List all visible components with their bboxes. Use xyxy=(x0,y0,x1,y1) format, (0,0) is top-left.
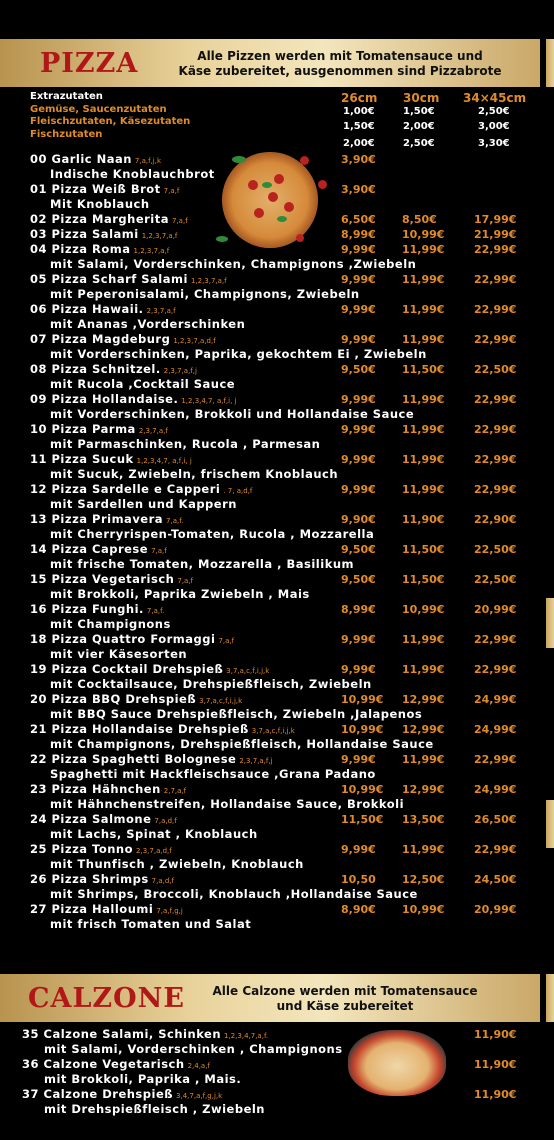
item-price: 10,99€ xyxy=(402,903,445,916)
item-title: 21 Pizza Hollandaise Drehspieß xyxy=(30,722,249,736)
item-title: 04 Pizza Roma xyxy=(30,242,131,256)
item-price: 9,50€ xyxy=(341,363,376,376)
item-description: mit Shrimps, Broccoli, Knoblauch ,Hollandaise Sauce xyxy=(50,887,418,901)
item-description: mit Salami, Vorderschinken , Champignons xyxy=(44,1042,343,1056)
item-description: mit Brokkoli, Paprika , Mais. xyxy=(44,1072,242,1086)
item-price: 22,90€ xyxy=(474,513,517,526)
basil-garnish xyxy=(216,236,228,242)
item-price: 11,50€ xyxy=(402,543,445,556)
item-description: mit Rucola ,Cocktail Sauce xyxy=(50,377,236,391)
item-price: 26,50€ xyxy=(474,813,517,826)
item-price: 22,99€ xyxy=(474,453,517,466)
allergen-codes: . 7, a,d,f xyxy=(223,487,253,495)
item-price: 11,99€ xyxy=(402,483,445,496)
item-description: mit Champignons, Drehspießfleisch, Hollandaise Sauce xyxy=(50,737,434,751)
item-description: mit Peperonisalami, Champignons, Zwiebeln xyxy=(50,287,360,301)
item-title: 06 Pizza Hawaii. xyxy=(30,302,144,316)
allergen-codes: 7,a,f,g,j xyxy=(156,907,183,915)
item-price: 24,50€ xyxy=(474,873,517,886)
item-title: 27 Pizza Halloumi xyxy=(30,902,154,916)
pizza-banner xyxy=(0,39,540,87)
item-price: 11,99€ xyxy=(402,423,445,436)
item-description: mit frisch Tomaten und Salat xyxy=(50,917,252,931)
allergen-codes: 7,a,f xyxy=(163,187,180,195)
item-title: 18 Pizza Quattro Formaggi xyxy=(30,632,216,646)
item-description: mit Drehspießfleisch , Zwiebeln xyxy=(44,1102,265,1116)
extra-price: 2,00€ xyxy=(403,121,435,132)
next-page-edge xyxy=(546,39,554,87)
extras-row: Gemüse, Saucenzutaten xyxy=(30,103,167,115)
item-price: 22,99€ xyxy=(474,243,517,256)
item-price: 22,99€ xyxy=(474,843,517,856)
extra-price: 1,50€ xyxy=(343,121,375,132)
allergen-codes: 2,3,7,a,f xyxy=(138,427,168,435)
allergen-codes: 7,a,f xyxy=(218,637,235,645)
item-title: 01 Pizza Weiß Brot xyxy=(30,182,161,196)
item-price: 11,50€ xyxy=(341,813,384,826)
item-price: 13,50€ xyxy=(402,813,445,826)
allergen-codes: 2,4,a,f xyxy=(187,1062,210,1070)
item-title: 14 Pizza Caprese xyxy=(30,542,149,556)
item-description: mit Vorderschinken, Paprika, gekochtem Ei , Zwiebeln xyxy=(50,347,427,361)
pizza-banner-subtitle: Alle Pizzen werden mit Tomatensauce und Käse zubereitet, ausgenommen sind Pizzabrote xyxy=(178,49,502,78)
item-price: 22,99€ xyxy=(474,393,517,406)
item-price: 10,50 xyxy=(341,873,376,886)
item-title: 07 Pizza Magdeburg xyxy=(30,332,171,346)
calzone-section-title: CALZONE xyxy=(28,983,185,1014)
item-price: 11,90€ xyxy=(474,1088,517,1101)
item-price: 22,50€ xyxy=(474,543,517,556)
allergen-codes: 7,a,d,f xyxy=(154,817,177,825)
item-title: 19 Pizza Cocktail Drehspieß xyxy=(30,662,224,676)
size-header-30: 30cm xyxy=(403,91,440,105)
item-price: 12,99€ xyxy=(402,693,445,706)
item-price: 9,99€ xyxy=(341,633,376,646)
item-price: 22,50€ xyxy=(474,573,517,586)
item-description: mit Sucuk, Zwiebeln, frischem Knoblauch xyxy=(50,467,339,481)
item-title: 26 Pizza Shrimps xyxy=(30,872,149,886)
item-price: 11,99€ xyxy=(402,393,445,406)
extra-price: 2,50€ xyxy=(478,106,510,117)
calzone-banner-subtitle: Alle Calzone werden mit Tomatensauce und Käse zubereitet xyxy=(212,984,478,1013)
tomato-garnish xyxy=(300,156,309,165)
item-price: 9,99€ xyxy=(341,663,376,676)
item-title: 25 Pizza Tonno xyxy=(30,842,134,856)
item-price: 22,99€ xyxy=(474,303,517,316)
item-price: 22,99€ xyxy=(474,333,517,346)
allergen-codes: 2,7,a,f xyxy=(163,787,187,795)
basil-garnish xyxy=(232,156,246,163)
allergen-codes: 7,a,f xyxy=(177,577,194,585)
allergen-codes: 7,a,d,f xyxy=(151,877,174,885)
item-description: mit frische Tomaten, Mozzarella , Basilikum xyxy=(50,557,355,571)
item-price: 10,99€ xyxy=(402,603,445,616)
tomato-garnish xyxy=(318,180,327,189)
allergen-codes: 2,3,7,a,f,j xyxy=(163,367,197,375)
item-price: 9,99€ xyxy=(341,333,376,346)
item-price: 11,99€ xyxy=(402,843,445,856)
item-price: 24,99€ xyxy=(474,723,517,736)
item-price: 12,50€ xyxy=(402,873,445,886)
item-price: 24,99€ xyxy=(474,693,517,706)
item-price: 11,90€ xyxy=(474,1028,517,1041)
item-description: Mit Knoblauch xyxy=(50,197,150,211)
allergen-codes: 1,2,3,7,a,d,f xyxy=(173,337,216,345)
item-price: 9,99€ xyxy=(341,273,376,286)
item-title: 11 Pizza Sucuk xyxy=(30,452,134,466)
pizza-section-title: PIZZA xyxy=(40,48,139,79)
item-price: 9,99€ xyxy=(341,453,376,466)
item-price: 9,99€ xyxy=(341,243,376,256)
item-price: 11,90€ xyxy=(402,513,445,526)
allergen-codes: 7,a,f xyxy=(172,217,188,225)
item-price: 22,99€ xyxy=(474,663,517,676)
allergen-codes: 7,a,f,j,k xyxy=(134,157,162,165)
extra-price: 3,30€ xyxy=(478,138,510,149)
extra-price: 2,50€ xyxy=(403,138,435,149)
pizza-photo xyxy=(222,152,318,248)
next-page-edge xyxy=(546,598,554,648)
item-price: 8,90€ xyxy=(341,903,376,916)
item-price: 8,50€ xyxy=(402,213,437,226)
extra-price: 2,00€ xyxy=(343,138,375,149)
item-price: 9,99€ xyxy=(341,753,376,766)
item-price: 11,99€ xyxy=(402,453,445,466)
item-title: 16 Pizza Funghi. xyxy=(30,602,144,616)
calzone-photo xyxy=(348,1030,446,1096)
next-page-edge xyxy=(546,800,554,848)
item-description: mit Vorderschinken, Brokkoli und Hollandaise Sauce xyxy=(50,407,415,421)
calzone-banner xyxy=(0,974,540,1022)
item-price: 22,99€ xyxy=(474,753,517,766)
item-title: 09 Pizza Hollandaise. xyxy=(30,392,179,406)
item-price: 11,99€ xyxy=(402,753,445,766)
item-price: 6,50€ xyxy=(341,213,376,226)
item-price: 9,90€ xyxy=(341,513,376,526)
item-price: 3,90€ xyxy=(341,153,376,166)
item-title: 24 Pizza Salmone xyxy=(30,812,152,826)
item-description: Indische Knoblauchbrot xyxy=(50,167,215,181)
item-title: 35 Calzone Salami, Schinken xyxy=(22,1027,222,1041)
item-price: 22,99€ xyxy=(474,483,517,496)
item-price: 11,99€ xyxy=(402,333,445,346)
item-title: 08 Pizza Schnitzel. xyxy=(30,362,161,376)
extras-row: Fleischzutaten, Käsezutaten xyxy=(30,116,191,127)
item-price: 22,99€ xyxy=(474,423,517,436)
item-title: 05 Pizza Scharf Salami xyxy=(30,272,188,286)
item-price: 9,99€ xyxy=(341,393,376,406)
item-title: 36 Calzone Vegetarisch xyxy=(22,1057,185,1071)
allergen-codes: 1,2,3,4,7,a,f. xyxy=(224,1032,269,1040)
allergen-codes: 1,2,3,7,a,f xyxy=(190,277,227,285)
item-price: 11,99€ xyxy=(402,243,445,256)
size-header-34x45: 34×45cm xyxy=(463,91,527,105)
item-title: 23 Pizza Hähnchen xyxy=(30,782,161,796)
item-price: 3,90€ xyxy=(341,183,376,196)
size-header-26: 26cm xyxy=(341,91,378,105)
allergen-codes: 2,3,7,a,f,j xyxy=(239,757,273,765)
allergen-codes: 2,3,7,a,f xyxy=(146,307,176,315)
allergen-codes: 3,7,a,c,f,i,j,k xyxy=(199,697,243,705)
item-price: 22,99€ xyxy=(474,633,517,646)
item-title: 03 Pizza Salami xyxy=(30,227,139,241)
extra-price: 3,00€ xyxy=(478,121,510,132)
item-description: mit Cocktailsauce, Drehspießfleisch, Zwiebeln xyxy=(50,677,372,691)
item-price: 10,99€ xyxy=(402,228,445,241)
item-price: 11,50€ xyxy=(402,573,445,586)
extra-price: 1,50€ xyxy=(403,106,435,117)
allergen-codes: 7,a,f. xyxy=(146,607,165,615)
allergen-codes: 3,7,a,c,f,i,j,k xyxy=(251,727,295,735)
item-description: mit vier Käsesorten xyxy=(50,647,188,661)
item-title: 00 Garlic Naan xyxy=(30,152,132,166)
item-title: 37 Calzone Drehspieß xyxy=(22,1087,174,1101)
allergen-codes: 1,2,3,7,a,f xyxy=(141,232,178,240)
item-description: mit Champignons xyxy=(50,617,171,631)
item-price: 9,50€ xyxy=(341,573,376,586)
item-price: 12,99€ xyxy=(402,723,445,736)
item-description: mit Thunfisch , Zwiebeln, Knoblauch xyxy=(50,857,304,871)
item-title: 10 Pizza Parma xyxy=(30,422,136,436)
item-description: Spaghetti mit Hackfleischsauce ,Grana Padano xyxy=(50,767,376,781)
item-description: mit Parmaschinken, Rucola , Parmesan xyxy=(50,437,321,451)
allergen-codes: 2,3,7,a,d,f xyxy=(136,847,172,855)
extras-title: Extrazutaten xyxy=(30,91,103,102)
item-description: mit Salami, Vorderschinken, Champignons ,Zwiebeln xyxy=(50,257,417,271)
item-description: mit Cherryrispen-Tomaten, Rucola , Mozzarella xyxy=(50,527,375,541)
item-description: mit Lachs, Spinat , Knoblauch xyxy=(50,827,258,841)
item-description: mit Brokkoli, Paprika Zwiebeln , Mais xyxy=(50,587,310,601)
item-title: 22 Pizza Spaghetti Bolognese xyxy=(30,752,237,766)
item-price: 20,99€ xyxy=(474,603,517,616)
item-title: 12 Pizza Sardelle e Capperi xyxy=(30,482,221,496)
item-description: mit Ananas ,Vorderschinken xyxy=(50,317,246,331)
item-price: 9,99€ xyxy=(341,423,376,436)
item-price: 22,50€ xyxy=(474,363,517,376)
extras-block xyxy=(30,91,190,141)
allergen-codes: 1,2,3,4,7, a,f,i, j xyxy=(181,397,237,405)
item-price: 9,50€ xyxy=(341,543,376,556)
item-title: 13 Pizza Primavera xyxy=(30,512,164,526)
item-price: 10,99€ xyxy=(341,723,384,736)
item-price: 11,50€ xyxy=(402,363,445,376)
allergen-codes: 7,a,f. xyxy=(166,517,184,525)
item-title: 20 Pizza BBQ Drehspieß xyxy=(30,692,197,706)
allergen-codes: 3,4,7,a,f,g,j,k xyxy=(176,1092,223,1100)
item-price: 11,90€ xyxy=(474,1058,517,1071)
extra-price: 1,00€ xyxy=(343,106,375,117)
item-price: 8,99€ xyxy=(341,228,376,241)
next-page-edge xyxy=(546,974,554,1022)
item-description: mit Sardellen und Kappern xyxy=(50,497,237,511)
item-price: 21,99€ xyxy=(474,228,517,241)
item-price: 24,99€ xyxy=(474,783,517,796)
item-price: 11,99€ xyxy=(402,273,445,286)
item-price: 10,99€ xyxy=(341,693,384,706)
item-price: 11,99€ xyxy=(402,303,445,316)
item-title: 02 Pizza Margherita xyxy=(30,212,169,226)
allergen-codes: 3,7,a,c,f,i,j,k xyxy=(226,667,270,675)
allergen-codes: 1,2,3,7,a,f xyxy=(133,247,170,255)
item-price: 9,99€ xyxy=(341,843,376,856)
item-price: 11,99€ xyxy=(402,663,445,676)
item-price: 8,99€ xyxy=(341,603,376,616)
extras-row: Fischzutaten xyxy=(30,128,103,140)
allergen-codes: 1,2,3,4,7, a,f,i, j xyxy=(136,457,192,465)
item-price: 10,99€ xyxy=(341,783,384,796)
item-price: 12,99€ xyxy=(402,783,445,796)
item-description: mit Hähnchenstreifen, Hollandaise Sauce, Brokkoli xyxy=(50,797,405,811)
item-title: 15 Pizza Vegetarisch xyxy=(30,572,175,586)
allergen-codes: 7,a,f xyxy=(151,547,167,555)
item-price: 9,99€ xyxy=(341,483,376,496)
item-description: mit BBQ Sauce Drehspießfleisch, Zwiebeln ,Jalapenos xyxy=(50,707,423,721)
item-price: 20,99€ xyxy=(474,903,517,916)
item-price: 11,99€ xyxy=(402,633,445,646)
item-price: 17,99€ xyxy=(474,213,517,226)
item-price: 22,99€ xyxy=(474,273,517,286)
tomato-garnish xyxy=(296,234,304,242)
item-price: 9,99€ xyxy=(341,303,376,316)
